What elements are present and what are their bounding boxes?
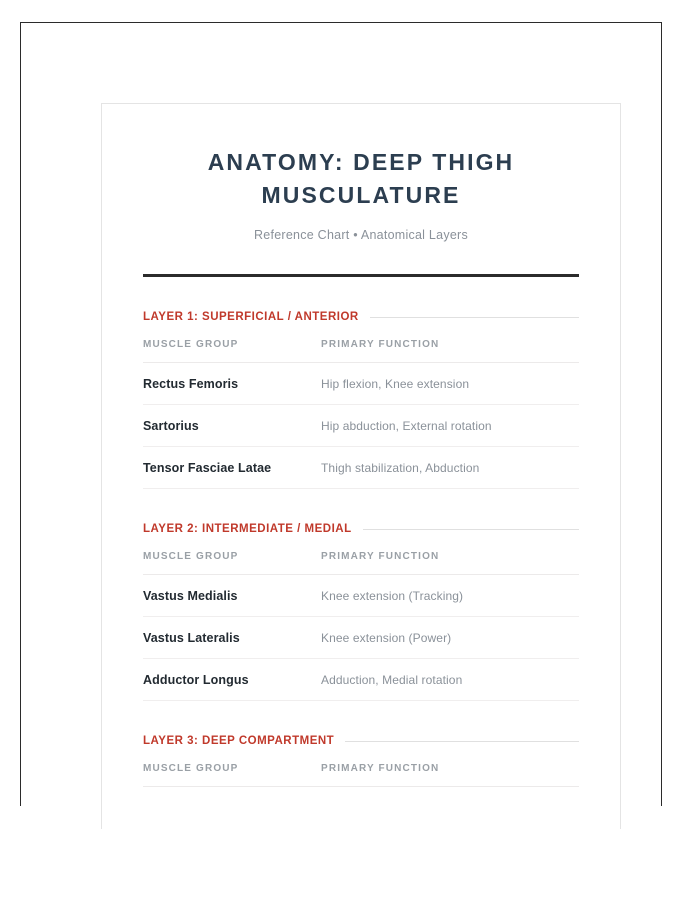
muscle-name-cell: Sartorius (143, 405, 321, 447)
muscle-name-cell: Adductor Longus (143, 659, 321, 701)
layer-heading-label: LAYER 3: DEEP COMPARTMENT (143, 735, 335, 748)
page-subtitle: Reference Chart • Anatomical Layers (254, 228, 468, 243)
muscle-function-cell: Hip flexion, Knee extension (321, 363, 579, 405)
layer-heading-rule (363, 529, 579, 530)
title-divider (143, 274, 579, 277)
layer-heading-label: LAYER 1: SUPERFICIAL / ANTERIOR (143, 311, 359, 324)
muscle-function-cell: Hip abduction, External rotation (321, 405, 579, 447)
table-row (143, 363, 579, 405)
layer-section (143, 311, 579, 489)
table-row (143, 405, 579, 447)
layer-section (143, 735, 579, 787)
muscle-table (143, 763, 579, 787)
layer-heading (143, 735, 579, 747)
column-header-primary-function: PRIMARY FUNCTION (321, 763, 579, 787)
muscle-function-cell: Knee extension (Tracking) (321, 575, 579, 617)
column-header-primary-function: PRIMARY FUNCTION (321, 339, 579, 363)
muscle-table (143, 551, 579, 701)
muscle-table (143, 339, 579, 489)
muscle-name-cell: Vastus Lateralis (143, 617, 321, 659)
column-header-muscle-group: MUSCLE GROUP (143, 763, 321, 787)
table-header-row (143, 339, 579, 363)
document-card (101, 103, 621, 829)
column-header-muscle-group: MUSCLE GROUP (143, 339, 321, 363)
layer-heading (143, 523, 579, 535)
layer-heading-rule (345, 741, 579, 742)
page-frame (20, 22, 662, 806)
muscle-name-cell: Rectus Femoris (143, 363, 321, 405)
page-title: ANATOMY: DEEP THIGH MUSCULATURE (207, 149, 515, 208)
column-header-primary-function: PRIMARY FUNCTION (321, 551, 579, 575)
muscle-name-cell: Vastus Medialis (143, 575, 321, 617)
muscle-function-cell: Knee extension (Power) (321, 617, 579, 659)
muscle-function-cell: Adduction, Medial rotation (321, 659, 579, 701)
document-header (143, 104, 579, 277)
muscle-name-cell: Tensor Fasciae Latae (143, 447, 321, 489)
table-header-row (143, 763, 579, 787)
layer-section (143, 523, 579, 701)
muscle-function-cell: Thigh stabilization, Abduction (321, 447, 579, 489)
table-row (143, 575, 579, 617)
column-header-muscle-group: MUSCLE GROUP (143, 551, 321, 575)
layers-container (143, 311, 579, 787)
layer-heading (143, 311, 579, 323)
layer-heading-rule (370, 317, 579, 318)
table-row (143, 659, 579, 701)
table-row (143, 447, 579, 489)
table-header-row (143, 551, 579, 575)
table-row (143, 617, 579, 659)
layer-heading-label: LAYER 2: INTERMEDIATE / MEDIAL (143, 523, 352, 536)
